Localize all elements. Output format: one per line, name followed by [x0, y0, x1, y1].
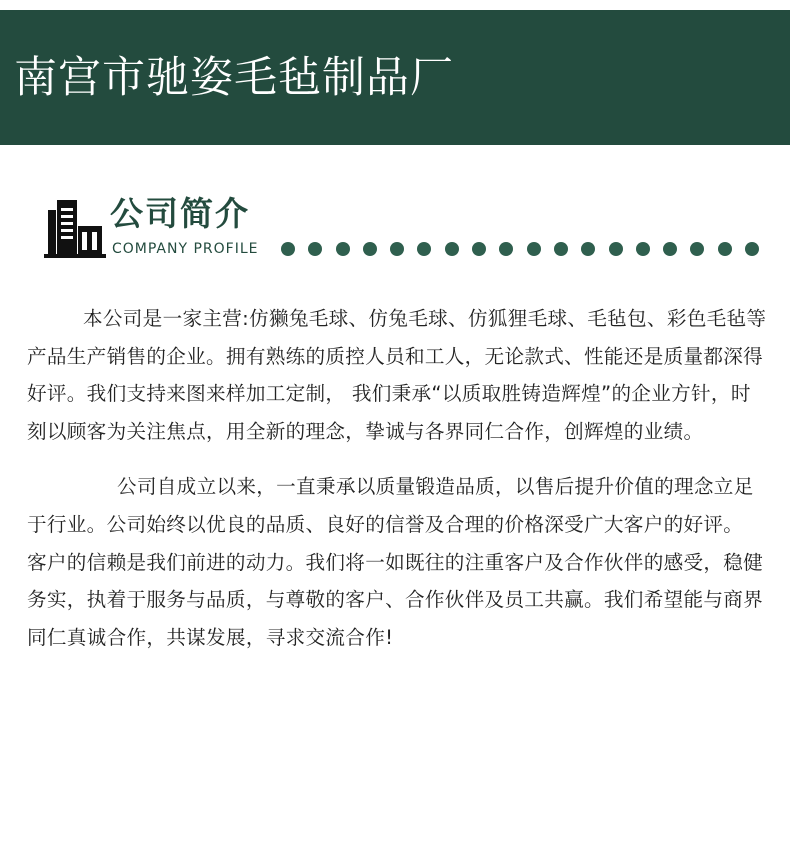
divider-dot	[609, 242, 623, 256]
divider-dot	[308, 242, 322, 256]
profile-paragraph-2: 公司自成立以来，一直秉承以质量锻造品质，以售后提升价值的理念立足于行业。公司始终以优良的品质、良好的信誉及合理的价格深受广大客户的好评。 客户的信赖是我们前进的动力。我们将一如既往的注重客户及合作伙伴的感受，稳健务实，执着于服务与品质，与尊敬的客户、合作伙伴及员工共赢。我们希望能与商界同仁真诚合作，共谋发展，寻求交流合作!	[27, 475, 764, 649]
divider-dot	[417, 242, 431, 256]
divider-dot	[445, 242, 459, 256]
divider-dot	[390, 242, 404, 256]
profile-paragraph-1: 本公司是一家主营:仿獭兔毛球、仿兔毛球、仿狐狸毛球、毛毡包、彩色毛毡等产品生产销售的企业。拥有熟练的质控人员和工人，无论款式、性能还是质量都深得好评。我们支持来图来样加工定制， 我们秉承“以质取胜铸造辉煌”的企业方针，时刻以顾客为关注焦点，用全新的理念，挚诚与各界同仁合作，创辉煌的业绩。	[27, 307, 767, 443]
dot-divider	[281, 242, 759, 256]
company-profile-content	[27, 300, 767, 656]
divider-dot	[363, 242, 377, 256]
divider-dot	[663, 242, 677, 256]
divider-dot	[472, 242, 486, 256]
divider-dot	[745, 242, 759, 256]
company-name-title: 南宫市驰姿毛毡制品厂	[14, 53, 454, 103]
divider-dot	[527, 242, 541, 256]
divider-dot	[336, 242, 350, 256]
divider-dot	[581, 242, 595, 256]
divider-dot	[636, 242, 650, 256]
divider-dot	[718, 242, 732, 256]
header-banner	[0, 10, 790, 145]
divider-dot	[499, 242, 513, 256]
section-header	[0, 190, 790, 270]
divider-dot	[554, 242, 568, 256]
building-icon	[44, 198, 106, 258]
section-title: 公司简介	[110, 194, 250, 233]
divider-dot	[690, 242, 704, 256]
divider-dot	[281, 242, 295, 256]
section-subtitle: COMPANY PROFILE	[112, 241, 259, 257]
